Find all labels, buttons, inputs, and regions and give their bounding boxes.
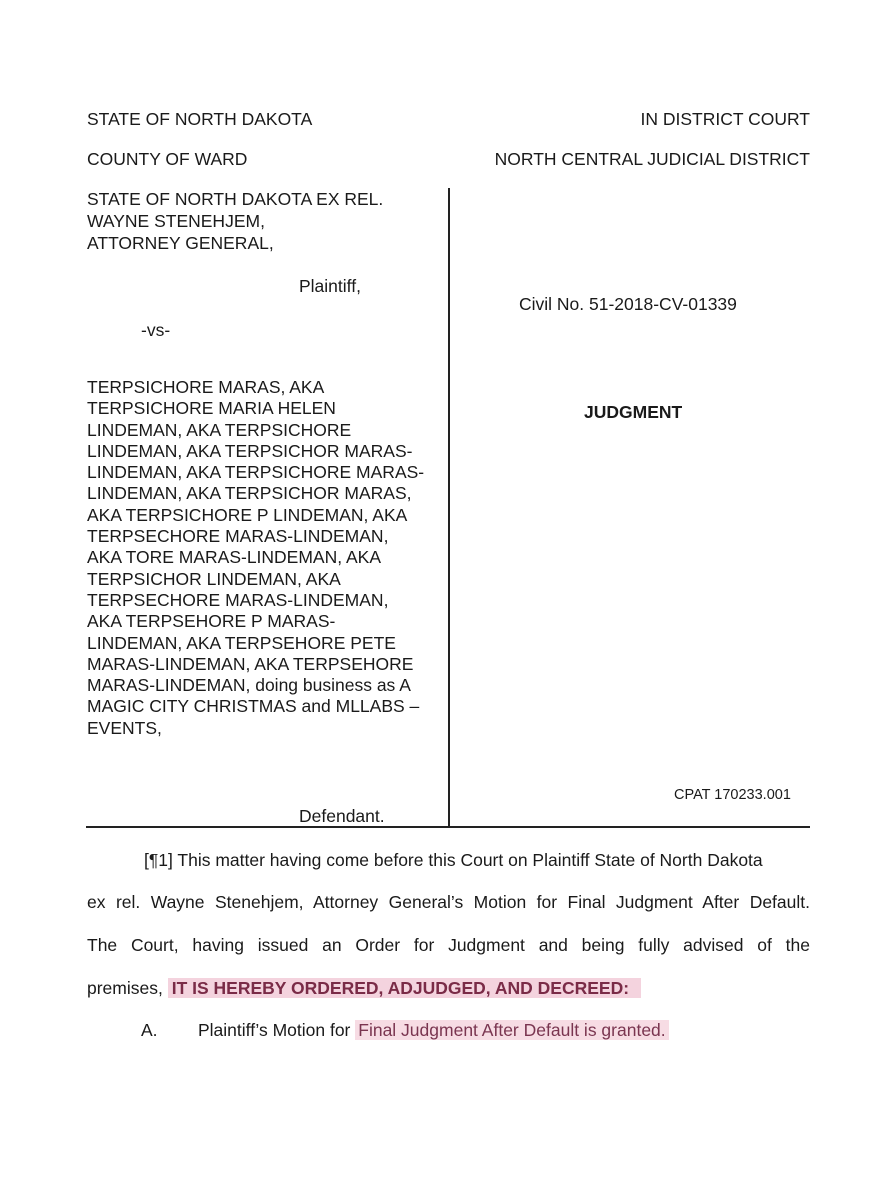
paragraph-line: The Court, having issued an Order for Judgment and being fully advised of the <box>87 935 810 955</box>
paragraph-text: premises, <box>87 978 163 998</box>
document-title: JUDGMENT <box>584 402 683 422</box>
highlighted-ruling: Final Judgment After Default is granted. <box>355 1020 668 1040</box>
county-heading: COUNTY OF WARD <box>87 149 248 169</box>
defendant-line: AKA TERPSICHORE P LINDEMAN, AKA <box>87 504 408 525</box>
court-heading: IN DISTRICT COURT <box>640 109 810 129</box>
defendant-line: MAGIC CITY CHRISTMAS and MLLABS – <box>87 696 420 717</box>
defendant-line: EVENTS, <box>87 717 162 738</box>
district-heading: NORTH CENTRAL JUDICIAL DISTRICT <box>494 149 810 169</box>
item-a-prefix: Plaintiff’s Motion for <box>198 1020 351 1040</box>
item-a-text <box>198 1020 669 1041</box>
state-heading: STATE OF NORTH DAKOTA <box>87 109 313 129</box>
plaintiff-label: Plaintiff, <box>299 276 361 296</box>
defendant-line: LINDEMAN, AKA TERPSICHORE MARAS- <box>87 462 425 483</box>
paragraph-line <box>87 978 810 999</box>
highlighted-decree: IT IS HEREBY ORDERED, ADJUDGED, AND DECREED: <box>168 978 641 998</box>
defendant-line: TERPSECHORE MARAS-LINDEMAN, <box>87 526 389 547</box>
defendant-label: Defendant. <box>299 806 385 826</box>
defendant-line: TERPSICHORE MARIA HELEN <box>87 398 336 419</box>
defendant-line: LINDEMAN, AKA TERPSICHOR MARAS- <box>87 440 413 461</box>
versus-label: -vs- <box>141 320 171 340</box>
defendant-line: AKA TERPSEHORE P MARAS- <box>87 611 336 632</box>
paragraph-text: [¶1] This matter having come before this Court on Plaintiff State of North Dakota <box>144 850 763 870</box>
defendant-line: AKA TORE MARAS-LINDEMAN, AKA <box>87 547 382 568</box>
caption-parties <box>87 188 447 254</box>
defendant-line: MARAS-LINDEMAN, AKA TERPSEHORE <box>87 653 414 674</box>
plaintiff-line: ATTORNEY GENERAL, <box>87 233 274 253</box>
defendant-line: TERPSECHORE MARAS-LINDEMAN, <box>87 589 389 610</box>
defendant-names <box>87 377 447 739</box>
defendant-line: MARAS-LINDEMAN, doing business as A <box>87 675 411 696</box>
defendant-line: TERPSICHOR LINDEMAN, AKA <box>87 568 341 589</box>
plaintiff-line: STATE OF NORTH DAKOTA EX REL. <box>87 189 384 209</box>
defendant-line: TERPSICHORE MARAS, AKA <box>87 377 325 397</box>
caption-vertical-divider <box>448 188 450 828</box>
defendant-line: LINDEMAN, AKA TERPSICHOR MARAS, <box>87 483 412 504</box>
defendant-line: LINDEMAN, AKA TERPSEHORE PETE <box>87 632 396 653</box>
caption-horizontal-divider <box>86 826 810 828</box>
paragraph-line <box>87 850 810 871</box>
paragraph-line: ex rel. Wayne Stenehjem, Attorney General’s Motion for Final Judgment After Default. <box>87 892 810 912</box>
plaintiff-line: WAYNE STENEHJEM, <box>87 211 265 231</box>
defendant-line: LINDEMAN, AKA TERPSICHORE <box>87 419 352 440</box>
item-a-letter: A. <box>141 1020 158 1040</box>
civil-number: Civil No. 51-2018-CV-01339 <box>519 294 737 314</box>
cpat-number: CPAT 170233.001 <box>674 787 791 803</box>
